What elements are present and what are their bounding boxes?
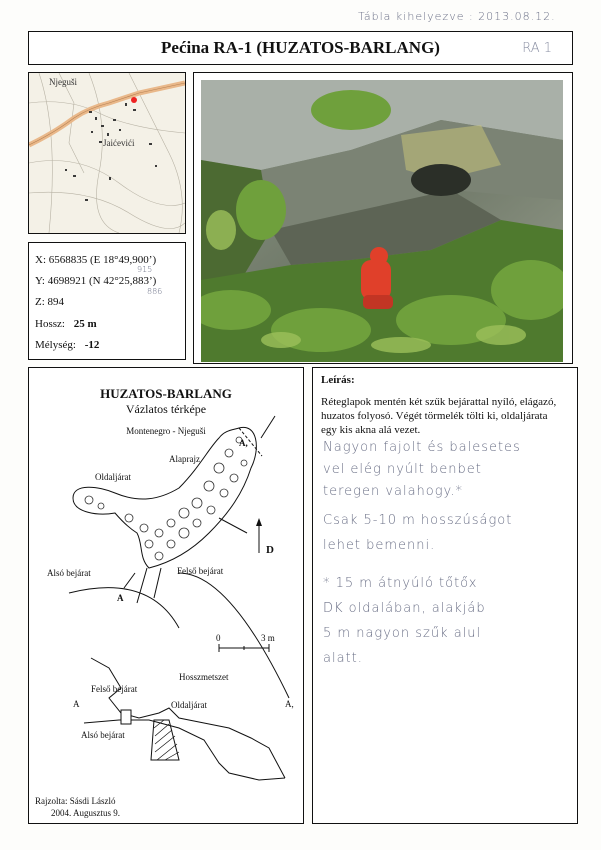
coord-y: Y: 4698921 (N 42°25,883’) xyxy=(35,275,157,287)
cave-marker xyxy=(131,97,137,103)
coord-y-note-2: 886 xyxy=(147,287,163,296)
handwritten-line-1: Nagyon fajolt és balesetes xyxy=(323,440,521,455)
cave-map-panel xyxy=(28,367,304,824)
coord-z: Z: 894 xyxy=(35,296,65,308)
credit-date: 2004. Augusztus 9. xyxy=(51,808,121,818)
handwritten-line-8: 5 m nagyon szűk alul xyxy=(323,626,482,641)
section-oldaljarat: Oldaljárat xyxy=(171,700,207,710)
section-a2-top: A, xyxy=(239,438,248,448)
handwritten-line-9: alatt. xyxy=(323,651,363,666)
handwritten-line-7: DK oldalában, alakjáb xyxy=(323,601,486,616)
coord-y-note-1: 915 xyxy=(137,265,153,274)
scale-3m: 3 m xyxy=(261,633,275,643)
section-a-left: A xyxy=(73,699,80,709)
label-hosszmetszet: Hosszmetszet xyxy=(179,672,229,682)
handwritten-line-2: vel elég nyúlt benbet xyxy=(323,462,482,477)
description-panel xyxy=(312,367,578,824)
handwritten-line-3: teregen valahogy.* xyxy=(323,484,464,499)
map-label-njegusi: Njeguši xyxy=(49,77,77,87)
page-title: Pećina RA-1 (HUZATOS-BARLANG) xyxy=(161,38,440,57)
section-a2-right: A, xyxy=(285,699,294,709)
length-label: Hossz: xyxy=(35,318,65,330)
credit-author: Rajzolta: Sásdi László xyxy=(35,796,116,806)
description-heading: Leírás: xyxy=(321,374,355,386)
plan-subtitle: Vázlatos térképe xyxy=(125,402,207,416)
top-handwritten-note: Tábla kihelyezve : 2013.08.12. xyxy=(358,10,556,23)
location-map xyxy=(28,72,186,234)
handwritten-line-6: * 15 m átnyúló tőtőx xyxy=(323,576,478,591)
handwritten-line-4: Csak 5-10 m hosszúságot xyxy=(323,513,513,528)
length-value: 25 m xyxy=(73,318,97,330)
plan-title: HUZATOS-BARLANG xyxy=(100,386,232,401)
section-a-bottom: A xyxy=(117,593,124,603)
map-label-jaicevici: Jaićevići xyxy=(103,138,135,148)
label-alaprajz: Alaprajz xyxy=(169,454,200,464)
depth-value: -12 xyxy=(84,339,100,351)
label-also-bejarat: Alsó bejárat xyxy=(47,568,91,578)
handwritten-line-5: lehet bemenni. xyxy=(323,538,436,553)
plan-location: Montenegro - Njeguši xyxy=(126,426,206,436)
cave-entrance-photo xyxy=(201,80,563,362)
depth-label: Mélység: xyxy=(35,339,76,351)
title-box xyxy=(28,31,573,65)
label-oldaljarat: Oldaljárat xyxy=(95,472,131,482)
photo-frame xyxy=(193,72,573,364)
coordinates-panel xyxy=(28,242,186,360)
north-label: D xyxy=(266,544,274,556)
cave-code-note: RA 1 xyxy=(522,41,552,56)
description-text: Réteglapok mentén két szűk bejárattal nyíló, elágazó, huzatos folyosó. Végét törmelék tölti ki, oldaljárata egy kis akna alá vezet. xyxy=(321,396,557,436)
scale-zero: 0 xyxy=(216,633,221,643)
section-also-bejarat: Alsó bejárat xyxy=(81,730,125,740)
section-felso-bejarat: Felső bejárat xyxy=(91,684,138,694)
map-drawing xyxy=(29,73,185,233)
cave-plan-drawing xyxy=(29,368,303,823)
coord-x: X: 6568835 (E 18°49,900’) xyxy=(35,254,157,266)
label-felso-bejarat: Felső bejárat xyxy=(177,566,224,576)
